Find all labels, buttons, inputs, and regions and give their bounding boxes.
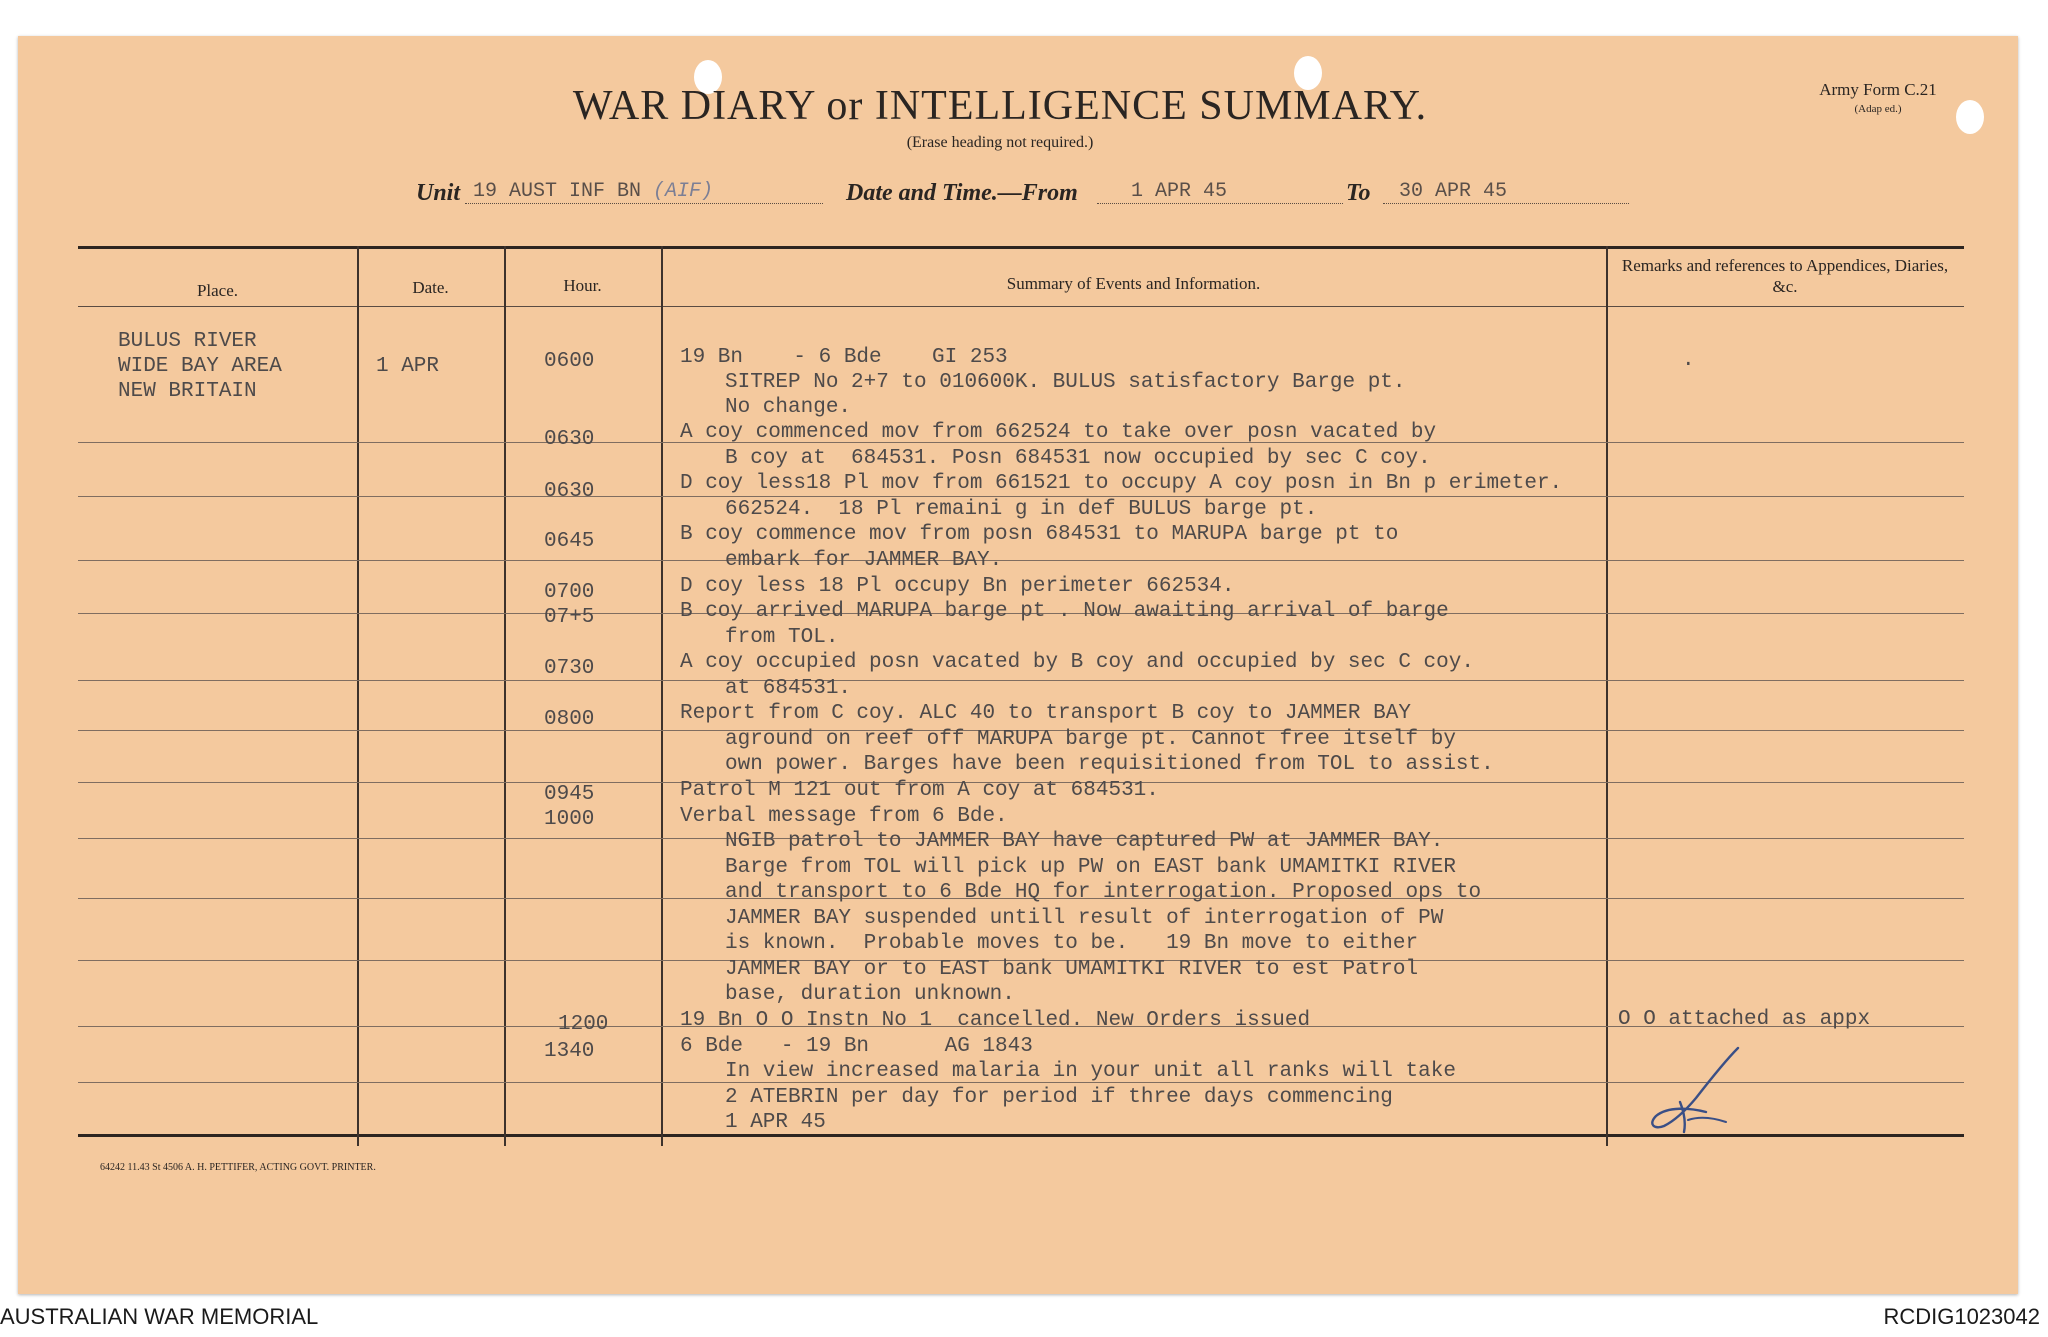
column-header-summary: Summary of Events and Information. — [1006, 274, 1261, 293]
date-entry: 1 APR — [376, 355, 440, 378]
army-form-number: Army Form C.21 — [1819, 80, 1937, 99]
summary-line: own power. Barges have been requisitioned from TOL to assist. — [725, 753, 1494, 776]
summary-line: B coy commence mov from posn 684531 to MARUPA barge pt to — [680, 523, 1399, 546]
column-divider — [357, 246, 359, 1146]
hour-entry: 1340 — [544, 1040, 595, 1063]
summary-line: JAMMER BAY suspended untill result of interrogation of PW — [725, 907, 1444, 930]
summary-line: and transport to 6 Bde HQ for interrogation. Proposed ops to — [725, 881, 1482, 904]
summary-line: 19 Bn O O Instn No 1 cancelled. New Orders issued — [680, 1009, 1311, 1032]
remarks-entry: O O attached as appx — [1618, 1008, 1871, 1031]
hour-entry: 1000 — [544, 808, 595, 831]
hour-entry: 0645 — [544, 530, 595, 553]
summary-line: NGIB patrol to JAMMER BAY have captured PW at JAMMER BAY. — [725, 830, 1444, 853]
to-value: 30 APR 45 — [1399, 180, 1508, 203]
header-rule — [78, 306, 1964, 307]
summary-line: Report from C coy. ALC 40 to transport B coy to JAMMER BAY — [680, 702, 1411, 725]
column-divider — [504, 246, 506, 1146]
form-subtitle: (Erase heading not required.) — [906, 134, 1094, 151]
summary-line: A coy occupied posn vacated by B coy and occupied by sec C coy. — [680, 651, 1474, 674]
place-line: WIDE BAY AREA — [118, 355, 282, 378]
unit-handwritten: (AIF) — [653, 180, 714, 203]
summary-line: Verbal message from 6 Bde. — [680, 805, 1008, 828]
summary-line: B coy at 684531. Posn 684531 now occupied by sec C coy. — [725, 447, 1431, 470]
ruled-line — [78, 560, 1964, 561]
column-header-date: Date. — [412, 278, 449, 297]
summary-line: A coy commenced mov from 662524 to take over posn vacated by — [680, 421, 1437, 444]
summary-line: at 684531. — [725, 677, 852, 700]
summary-line: D coy less 18 Pl occupy Bn perimeter 662534. — [680, 575, 1235, 598]
army-form-note: (Adap ed.) — [1854, 103, 1902, 115]
summary-line: base, duration unknown. — [725, 983, 1015, 1006]
unit-field — [465, 180, 823, 204]
summary-line: B coy arrived MARUPA barge pt . Now awaiting arrival of barge — [680, 600, 1449, 623]
summary-line: Patrol M 121 out from A coy at 684531. — [680, 779, 1159, 802]
hour-entry: 0945 — [544, 783, 595, 806]
summary-line: 6 Bde - 19 Bn AG 1843 — [680, 1035, 1033, 1058]
place-line: BULUS RIVER — [118, 330, 257, 353]
column-divider — [1606, 246, 1608, 1146]
hour-entry: 0630 — [544, 428, 595, 451]
to-label: To — [1346, 180, 1371, 206]
summary-line: Barge from TOL will pick up PW on EAST bank UMAMITKI RIVER — [725, 856, 1456, 879]
hour-entry: 0630 — [544, 480, 595, 503]
column-divider — [661, 246, 663, 1146]
remarks-dot: . — [1682, 349, 1695, 372]
summary-line: D coy less18 Pl mov from 661521 to occupy A coy posn in Bn p erimeter. — [680, 472, 1563, 495]
column-header-remarks: Remarks and references to Appendices, Diaries, &c. — [1621, 256, 1949, 296]
summary-line: 19 Bn - 6 Bde GI 253 — [680, 346, 1008, 369]
signature-initials — [1640, 1040, 1750, 1140]
column-header-place: Place. — [196, 281, 239, 300]
archive-caption-right: RCDIG1023042 — [1883, 1304, 2040, 1329]
ruled-line — [78, 680, 1964, 681]
to-field — [1383, 180, 1629, 204]
table-top-rule — [78, 246, 1964, 249]
form-title: WAR DIARY or INTELLIGENCE SUMMARY. — [572, 83, 1428, 129]
hour-entry: 0730 — [544, 657, 595, 680]
date-time-label: Date and Time.—From — [846, 180, 1078, 206]
column-header-hour: Hour. — [563, 276, 602, 295]
summary-line: is known. Probable moves to be. 19 Bn move to either — [725, 932, 1419, 955]
hour-entry: 1200 — [558, 1013, 609, 1036]
hour-entry: 07+5 — [544, 606, 595, 629]
archive-caption-left: AUSTRALIAN WAR MEMORIAL — [0, 1304, 319, 1329]
from-value: 1 APR 45 — [1131, 180, 1228, 203]
summary-line: 662524. 18 Pl remaini g in def BULUS barge pt. — [725, 498, 1318, 521]
summary-line: 2 ATEBRIN per day for period if three days commencing — [725, 1086, 1393, 1109]
summary-line: JAMMER BAY or to EAST bank UMAMITKI RIVER to est Patrol — [725, 958, 1419, 981]
unit-label: Unit — [416, 180, 461, 206]
hour-entry: 0600 — [544, 350, 595, 373]
summary-line: aground on reef off MARUPA barge pt. Cannot free itself by — [725, 728, 1456, 751]
place-line: NEW BRITAIN — [118, 380, 257, 403]
unit-value: 19 AUST INF BN — [473, 180, 642, 203]
printer-imprint: 64242 11.43 St 4506 A. H. PETTIFER, ACTING GOVT. PRINTER. — [100, 1162, 376, 1173]
hour-entry: 0800 — [544, 708, 595, 731]
hour-entry: 0700 — [544, 581, 595, 604]
summary-line: 1 APR 45 — [725, 1111, 826, 1134]
summary-line: SITREP No 2+7 to 010600K. BULUS satisfactory Barge pt. — [725, 371, 1406, 394]
summary-line: In view increased malaria in your unit all ranks will take — [725, 1060, 1456, 1083]
summary-line: from TOL. — [725, 626, 839, 649]
from-field — [1097, 180, 1343, 204]
summary-line: No change. — [725, 396, 852, 419]
summary-line: embark for JAMMER BAY. — [725, 549, 1003, 572]
